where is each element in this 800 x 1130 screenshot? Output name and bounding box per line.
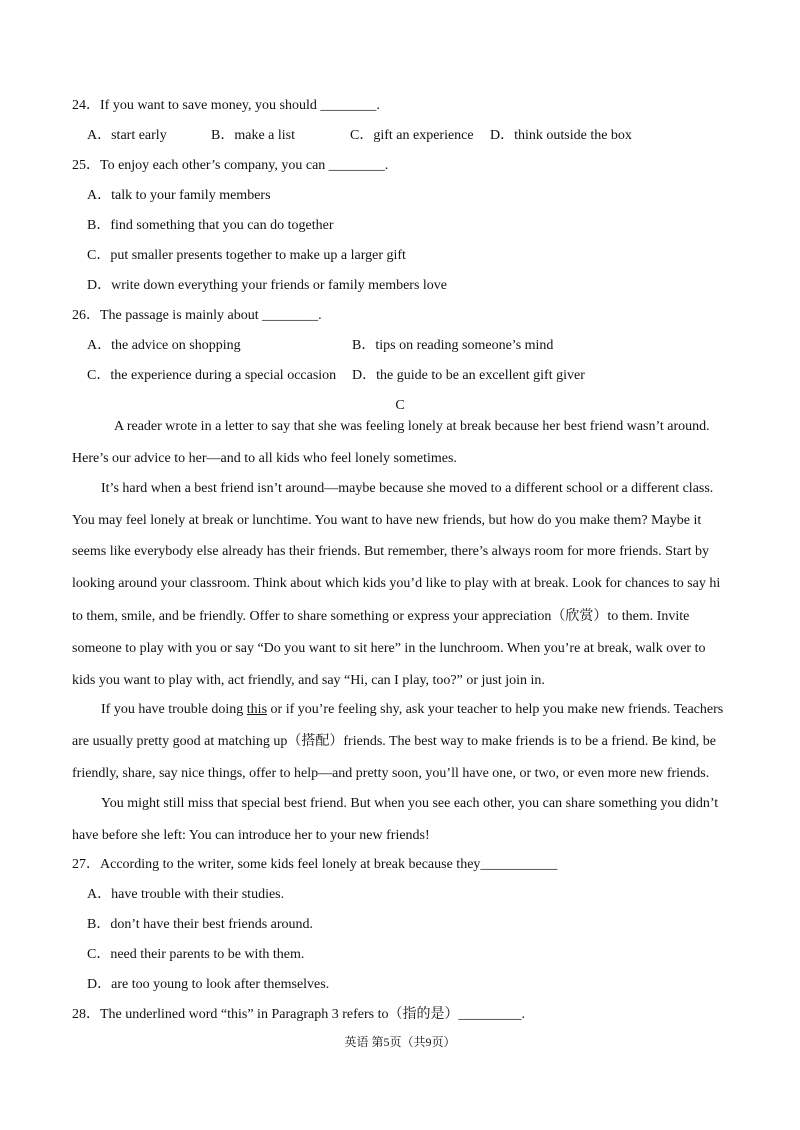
paragraph-text: If you have trouble doing xyxy=(101,702,247,717)
paragraph-line: have before she left: You can introduce her to your new friends! xyxy=(72,828,430,843)
paragraph-line: looking around your classroom. Think about which kids you’d like to play with at break. Look for chances to say hi xyxy=(72,576,721,591)
question-26-option-d: D．the guide to be an excellent gift giver xyxy=(352,368,585,383)
paragraph-line: are usually pretty good at matching up（搭配）friends. The best way to make friends is to be a friend. Be kind, be xyxy=(72,734,716,749)
question-26-option-c: C．the experience during a special occasion xyxy=(87,368,337,383)
question-27-option-c: C．need their parents to be with them. xyxy=(87,947,305,962)
section-c-heading: C xyxy=(395,398,405,413)
paragraph-line: kids you want to play with, act friendly, and say “Hi, can I play, too?” or just join in. xyxy=(72,673,545,688)
paragraph-line: to them, smile, and be friendly. Offer to share something or express your appreciation（欣赏）to them. Invite xyxy=(72,609,690,624)
question-25-option-b: B．find something that you can do together xyxy=(87,218,334,233)
question-24-option-a: A．start early xyxy=(87,128,167,143)
paragraph-line xyxy=(101,701,723,719)
paragraph-line: It’s hard when a best friend isn’t around—maybe because she moved to a different school or a different class. xyxy=(101,481,714,496)
paragraph-text: or if you’re feeling shy, ask your teacher to help you make new friends. Teachers xyxy=(267,702,724,717)
question-27-option-d: D．are too young to look after themselves. xyxy=(87,977,330,992)
question-24-option-c: C．gift an experience xyxy=(350,128,474,143)
question-24-option-d: D．think outside the box xyxy=(490,128,632,143)
question-24-stem: 24．If you want to save money, you should ________. xyxy=(72,98,380,113)
question-25-option-a: A．talk to your family members xyxy=(87,188,271,203)
question-26-option-b: B．tips on reading someone’s mind xyxy=(352,338,554,353)
paragraph-line: A reader wrote in a letter to say that she was feeling lonely at break because her best friend wasn’t around. xyxy=(114,419,710,434)
question-25-stem: 25．To enjoy each other’s company, you can ________. xyxy=(72,158,389,173)
paragraph-line: friendly, share, say nice things, offer to help—and pretty soon, you’ll have one, or two, or even more new friends. xyxy=(72,766,710,781)
question-24-option-b: B．make a list xyxy=(211,128,295,143)
paragraph-line: You may feel lonely at break or lunchtime. You want to have new friends, but how do you make them? Maybe it xyxy=(72,513,702,528)
question-27-option-a: A．have trouble with their studies. xyxy=(87,887,285,902)
question-27-stem: 27．According to the writer, some kids feel lonely at break because they___________ xyxy=(72,857,558,872)
question-26-option-a: A．the advice on shopping xyxy=(87,338,241,353)
paragraph-line: You might still miss that special best friend. But when you see each other, you can share something you didn’t xyxy=(101,796,719,811)
paragraph-line: someone to play with you or say “Do you want to sit here” in the lunchroom. When you’re at break, walk over to xyxy=(72,641,706,656)
question-26-stem: 26．The passage is mainly about ________. xyxy=(72,308,322,323)
paragraph-line: seems like everybody else already has their friends. But remember, there’s always room for more friends. Start by xyxy=(72,544,710,559)
question-25-option-c: C．put smaller presents together to make up a larger gift xyxy=(87,248,406,263)
question-25-option-d: D．write down everything your friends or family members love xyxy=(87,278,448,293)
paragraph-line: Here’s our advice to her—and to all kids who feel lonely sometimes. xyxy=(72,451,457,466)
question-28-stem: 28．The underlined word “this” in Paragraph 3 refers to（指的是）_________. xyxy=(72,1007,525,1022)
question-27-option-b: B．don’t have their best friends around. xyxy=(87,917,314,932)
underlined-word-this: this xyxy=(246,702,268,717)
page-footer: 英语 第5页（共9页） xyxy=(344,1035,456,1049)
